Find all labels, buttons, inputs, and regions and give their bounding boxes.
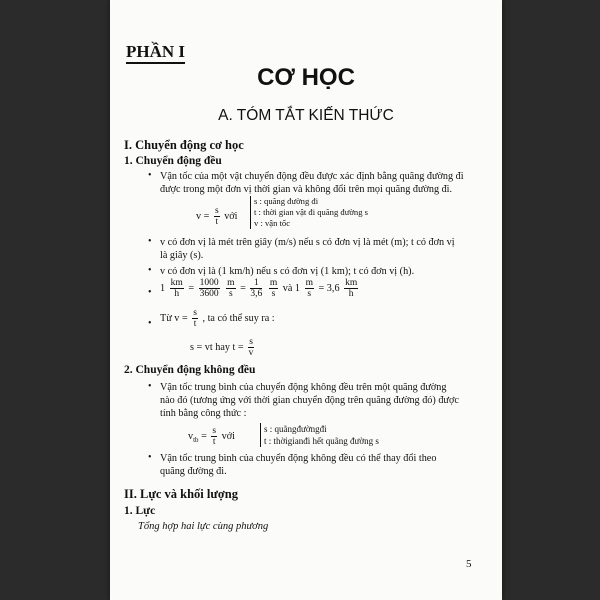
bullet-icon: •: [148, 236, 152, 247]
formula-unit-conversion: [160, 278, 360, 299]
fraction: [170, 278, 184, 299]
denominator: s: [271, 289, 276, 299]
paragraph-line: v có đơn vị là mét trên giây (m/s) nếu s có đơn vị là mét (m); t có đơn vị: [160, 237, 455, 248]
fraction: [199, 278, 220, 299]
paragraph-line: Vận tốc của một vật chuyển động đều được xác định bằng quãng đường đi: [160, 171, 464, 182]
bullet-icon: •: [148, 318, 152, 329]
formula-text: =: [201, 430, 207, 442]
formula-text: và 1: [282, 282, 301, 294]
heading-force-mass: II. Lực và khối lượng: [124, 487, 238, 501]
paragraph-line: tính bằng công thức :: [160, 408, 247, 419]
chapter-title: CƠ HỌC: [257, 64, 355, 91]
formula-average-velocity: [188, 426, 235, 447]
numerator: s: [212, 426, 217, 436]
fraction: [214, 206, 220, 227]
bullet-icon: •: [148, 170, 152, 181]
fraction: [305, 278, 314, 299]
numerator: m: [269, 278, 278, 288]
formula-text: , ta có thể suy ra :: [202, 312, 275, 324]
definition-t: t : thờigianđi hết quãng đường s: [264, 436, 379, 446]
paragraph-line: là giây (s).: [160, 250, 204, 261]
formula-text: v =: [196, 210, 210, 222]
formula-velocity: [196, 206, 238, 227]
page-number: 5: [466, 558, 472, 570]
denominator: 3,6: [250, 289, 263, 299]
numerator: m: [227, 278, 235, 288]
heading-force: 1. Lực: [124, 505, 156, 517]
formula-text: =: [240, 282, 246, 294]
formula-text: Từ v =: [160, 312, 188, 324]
definition-v: v : vận tốc: [254, 218, 291, 228]
denominator: t: [215, 217, 219, 227]
bullet-icon: •: [148, 287, 152, 298]
numerator: s: [193, 308, 197, 318]
italic-subheading: Tổng hợp hai lực cùng phương: [138, 521, 269, 532]
formula-distance: [190, 337, 256, 358]
fraction: [269, 278, 278, 299]
variable-definitions: [250, 196, 368, 229]
definition-s: s : quãng đường đi: [254, 196, 319, 206]
formula-subscript: tb: [193, 435, 199, 444]
denominator: s: [229, 289, 233, 299]
paragraph-line: Vận tốc trung bình của chuyển động không đều có thể thay đổi theo: [160, 453, 437, 464]
definition-t: t : thời gian vật đi quãng đường s: [254, 207, 368, 217]
formula-text: =: [188, 282, 195, 294]
formula-text: v: [188, 430, 194, 442]
denominator: t: [193, 319, 197, 329]
fraction: [344, 278, 358, 299]
bullet-icon: •: [148, 381, 152, 392]
denominator: 3600: [199, 289, 219, 299]
formula-text: với: [221, 430, 235, 442]
numerator: km: [170, 278, 183, 288]
book-page: [110, 0, 502, 600]
bullet-icon: •: [148, 265, 152, 276]
numerator: s: [249, 337, 253, 347]
bullet-icon: •: [148, 452, 152, 463]
fraction: [226, 278, 235, 299]
numerator: 1000: [199, 278, 219, 288]
formula-text: = 3,6: [318, 282, 340, 294]
section-subtitle: A. TÓM TẮT KIẾN THỨC: [218, 107, 394, 124]
denominator: v: [248, 348, 254, 358]
paragraph-line: nào đó (tương ứng với thời gian chuyển động trên quãng đường đó) được: [160, 395, 459, 406]
heading-nonuniform-motion: 2. Chuyển động không đều: [124, 364, 256, 376]
formula-text: s = vt hay t =: [190, 341, 244, 353]
numerator: km: [345, 278, 358, 288]
fraction: [248, 337, 254, 358]
fraction: [211, 426, 217, 447]
part-label: PHẦN I: [126, 42, 185, 64]
denominator: h: [348, 289, 354, 299]
variable-definitions: [260, 423, 379, 447]
numerator: 1: [250, 278, 262, 289]
paragraph-line: v có đơn vị là (1 km/h) nếu s có đơn vị (1 km); t có đơn vị (h).: [160, 266, 415, 277]
denominator: s: [307, 289, 312, 299]
denominator: h: [174, 289, 180, 299]
numerator: s: [214, 206, 219, 216]
fraction: [192, 308, 198, 329]
paragraph-line: quãng đường đi.: [160, 466, 227, 477]
heading-uniform-motion: 1. Chuyển động đều: [124, 155, 222, 167]
paragraph-line: Vận tốc trung bình của chuyển động không đều trên một quãng đường: [160, 382, 447, 393]
definition-s: s : quãngđườngđi: [264, 424, 327, 434]
formula-derive: [160, 308, 275, 329]
formula-text: với: [224, 210, 238, 222]
numerator: m: [305, 278, 313, 288]
fraction: [250, 278, 262, 299]
heading-motion: I. Chuyển động cơ học: [124, 138, 244, 152]
denominator: t: [212, 437, 216, 447]
paragraph-line: được trong một đơn vị thời gian và không đổi trên mọi quãng đường đi.: [160, 184, 453, 195]
formula-text: 1: [160, 282, 166, 294]
